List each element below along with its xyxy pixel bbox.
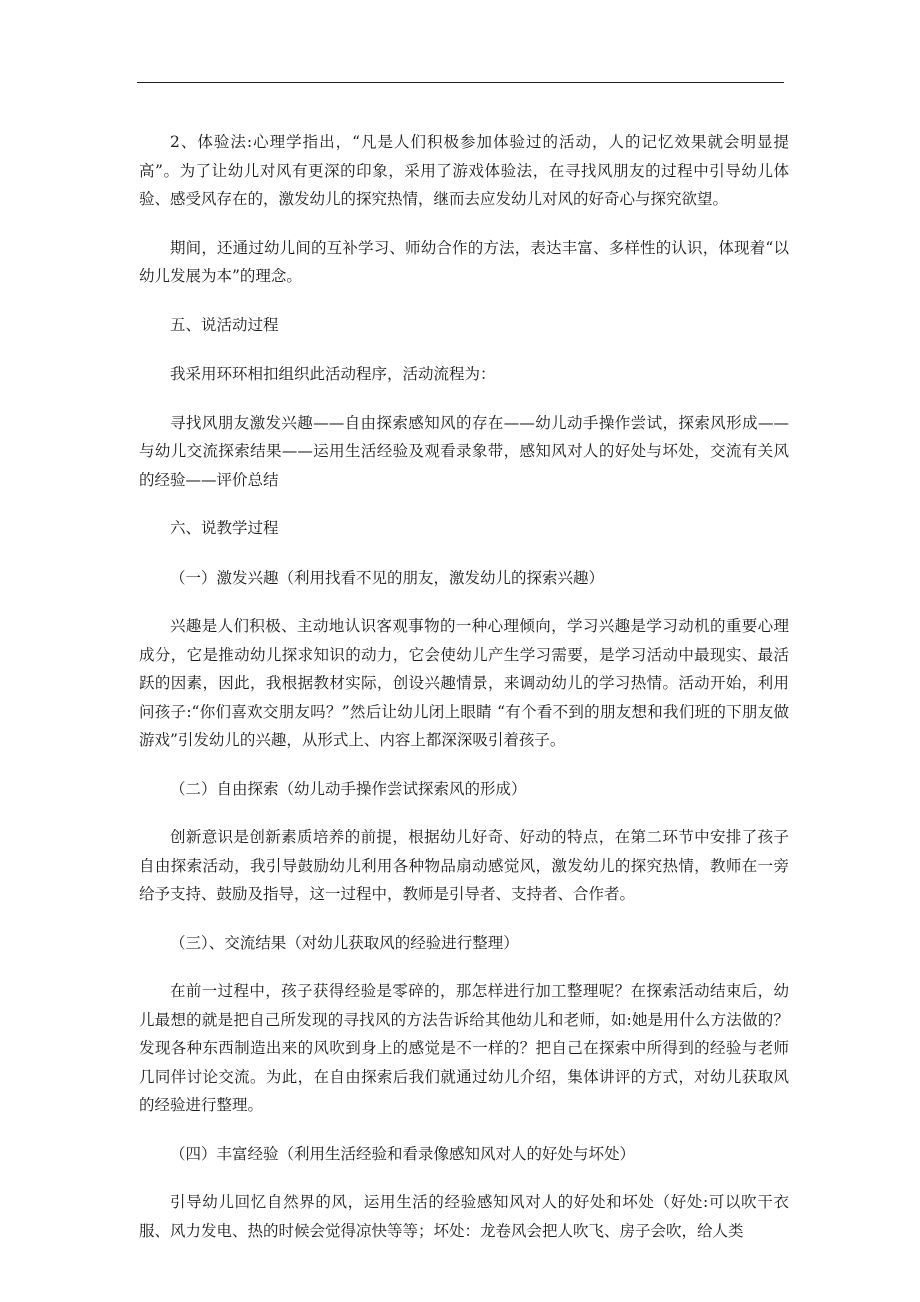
paragraph-exchange: 在前一过程中，孩子获得经验是零碎的，那怎样进行加工整理呢？在探索活动结束后，幼儿最想的就是把自己所发现的寻找风的方法告诉给其他幼儿和老师，如:她是用什么方法做的？发现各种东西制造出来的风吹到身上的感觉是不一样的？把自己在探索中所得到的经验与老师几同伴讨论交流。为此，在自由探索后我们就通过幼儿介绍，集体讲评的方式，对幼儿获取风的经验进行整理。: [139, 982, 789, 1114]
subheading-free-exploration: （二）自由探索（幼儿动手操作尝试探索风的形成）: [170, 779, 527, 798]
paragraph-interaction: 期间，还通过幼儿间的互补学习、师幼合作的方法，表达丰富、多样性的认识，体现着“以幼儿发展为本”的理念。: [139, 238, 789, 285]
header-rule: [137, 82, 784, 83]
subheading-exchange-results: （三）、交流结果（对幼儿获取风的经验进行整理）: [170, 933, 519, 952]
paragraph-activity-intro: 我采用环环相扣组织此活动程序，活动流程为：: [170, 365, 496, 383]
subheading-enrich-experience: （四）丰富经验（利用生活经验和看录像感知风对人的好处与坏处）: [170, 1144, 636, 1163]
paragraph-enrich: 引导幼儿回忆自然界的风，运用生活的经验感知风对人的好处和坏处（好处:可以吹干衣服、风力发电、热的时候会觉得凉快等等；坏处：龙卷风会把人吹飞、房子会吹，给人类: [139, 1193, 789, 1240]
paragraph-activity-flow: 寻找风朋友激发兴趣——自由探索感知风的存在——幼儿动手操作尝试，探索风形成——与幼儿交流探索结果——运用生活经验及观看录象带，感知风对人的好处与坏处，交流有关风的经验——评价总结: [139, 413, 789, 489]
document-body: [139, 128, 789, 1265]
section-heading-teaching-process: 六、说教学过程: [170, 519, 279, 537]
section-heading-activity-process: 五、说活动过程: [170, 315, 279, 334]
paragraph-interest: 兴趣是人们积极、主动地认识客观事物的一种心理倾向，学习兴趣是学习动机的重要心理成分，它是推动幼儿探求知识的动力，它会使幼儿产生学习需要，是学习活动中最现实、最活跃的因素，因此，我根据教材实际，创设兴趣情景，来调动幼儿的学习热情。活动开始，利用问孩子:“你们喜欢交朋友吗？”然后让幼儿闭上眼睛 “有个看不到的朋友想和我们班的下朋友做游戏”引发幼儿的兴趣，从形式上、内容上都深深吸引着孩子。: [139, 617, 789, 749]
subheading-stimulate-interest: （一）激发兴趣（利用找看不见的朋友，激发幼儿的探索兴趣）: [170, 568, 605, 587]
paragraph-innovation: 创新意识是创新素质培养的前提，根据幼儿好奇、好动的特点，在第二环节中安排了孩子自由探索活动，我引导鼓励幼儿利用各种物品扇动感觉风，激发幼儿的探究热情，教师在一旁给予支持、鼓励及指导，这一过程中，教师是引导者、支持者、合作者。: [139, 828, 789, 903]
paragraph-experience-method: 2、体验法:心理学指出，“凡是人们积极参加体验过的活动，人的记忆效果就会明显提高”。为了让幼儿对风有更深的印象，采用了游戏体验法，在寻找风朋友的过程中引导幼儿体验、感受风存在的，激发幼儿的探究热情，继而去应发幼儿对风的好奇心与探究欲望。: [139, 133, 789, 208]
